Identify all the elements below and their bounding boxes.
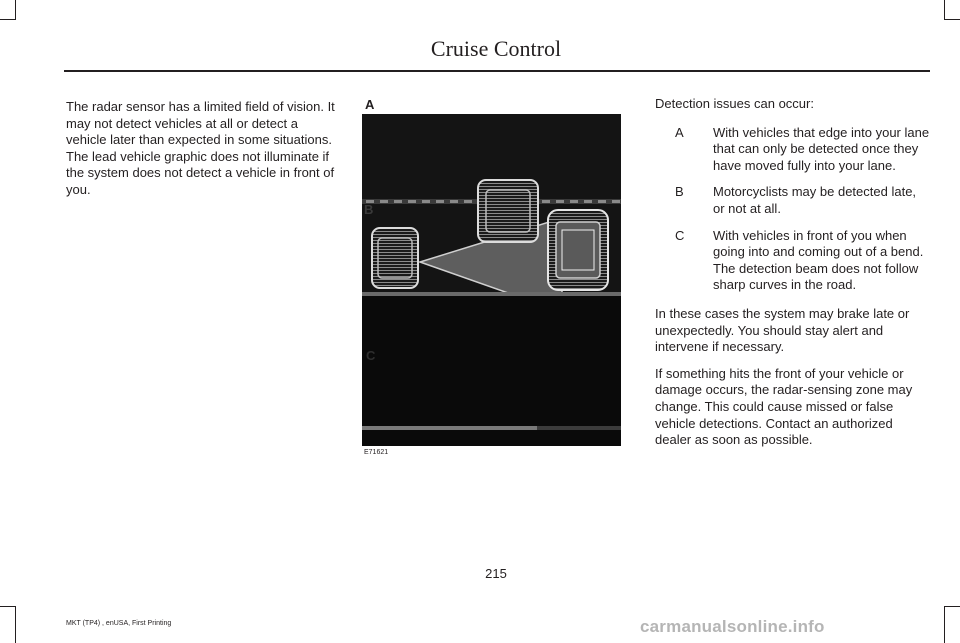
- crop-mark: [944, 19, 960, 20]
- page-title: Cruise Control: [430, 36, 562, 61]
- lead-vehicle: [548, 210, 608, 290]
- figure-label-c: C: [366, 348, 376, 363]
- radar-paragraph: The radar sensor has a limited field of vision. It may not detect vehicles at all or detect a vehicle later than expected in some situations. The lead vehicle graphic does not illuminate if the system does not detect a vehicle in front of you.: [66, 99, 335, 197]
- list-item: [655, 184, 930, 217]
- watermark: carmanualsonline.info: [640, 617, 825, 636]
- caution-paragraph: In these cases the system may brake late or unexpectedly. You should stay alert and intervene if necessary.: [655, 305, 910, 355]
- footer-text: MKT (TP4) , enUSA, First Printing: [66, 620, 172, 627]
- list-item-text: With vehicles in front of you when going into and coming out of a bend. The detection beam does not follow sharp curves in the road.: [713, 227, 924, 293]
- list-item: [655, 125, 930, 175]
- damage-paragraph: If something hits the front of your vehicle or damage occurs, the radar-sensing zone may change. This could cause missed or false vehicle detections. Contact an authorized dealer as soon as possible.: [655, 365, 913, 448]
- list-item-label: A: [675, 124, 684, 140]
- radar-diagram-graphic: [362, 114, 621, 446]
- radar-diagram: [362, 114, 621, 446]
- crop-mark: [944, 0, 945, 20]
- crop-mark: [0, 606, 16, 607]
- left-column: [66, 99, 342, 199]
- edging-vehicle: [478, 180, 538, 242]
- figure-label-a: A: [365, 97, 375, 112]
- crop-mark: [15, 606, 16, 643]
- page-number: 215: [485, 566, 507, 581]
- detection-intro: Detection issues can occur:: [655, 96, 814, 111]
- right-column: [655, 96, 930, 459]
- crop-mark: [944, 606, 960, 607]
- list-item: [655, 228, 930, 294]
- figure-code: E71621: [364, 449, 389, 456]
- crop-mark: [15, 0, 16, 20]
- list-item-label: C: [675, 227, 685, 243]
- list-item-label: B: [675, 184, 684, 200]
- list-item-text: Motorcyclists may be detected late, or not at all.: [713, 184, 917, 216]
- crop-mark: [0, 19, 16, 20]
- figure-label-b: B: [364, 202, 374, 217]
- header-rule: [64, 70, 930, 72]
- list-item-text: With vehicles that edge into your lane that can only be detected once they have moved fully into your lane.: [713, 124, 930, 173]
- crop-mark: [944, 606, 945, 643]
- own-vehicle: [372, 228, 418, 288]
